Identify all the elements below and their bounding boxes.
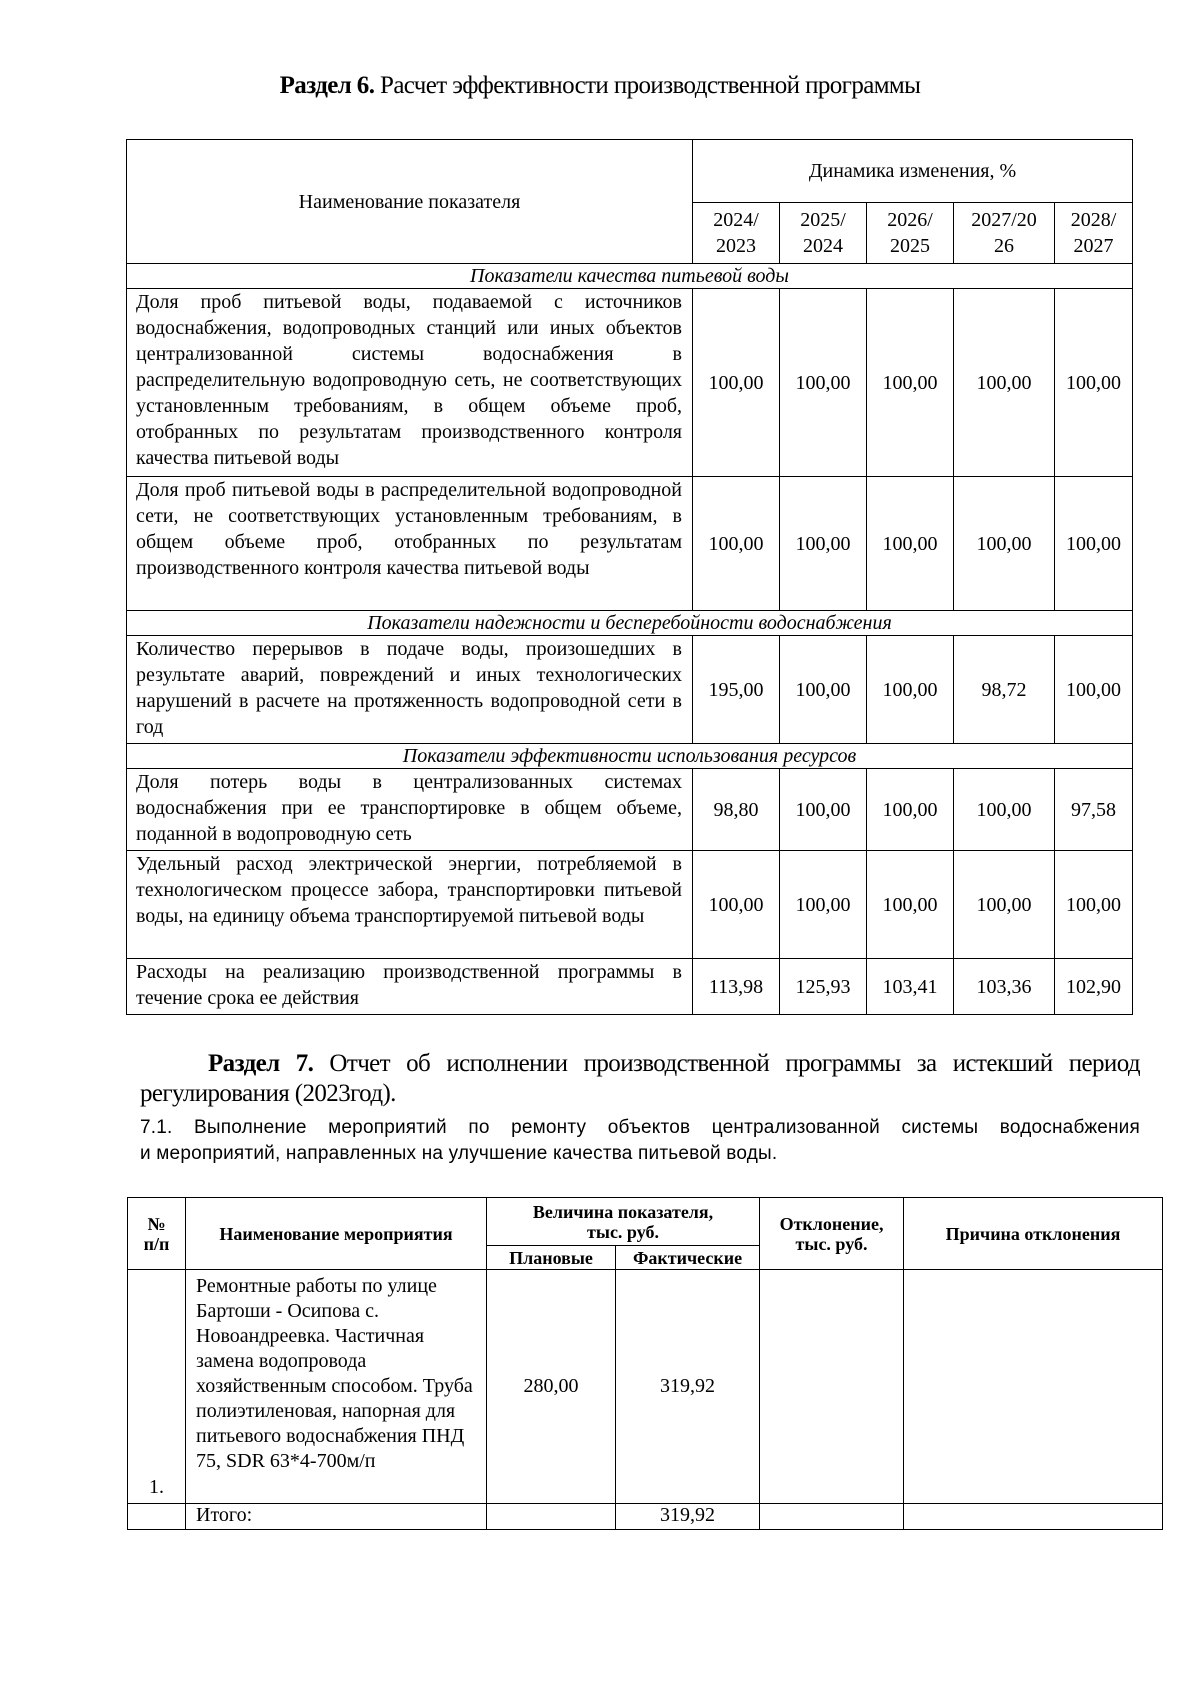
indicator-value: 103,36 [954,959,1055,1015]
total-actual: 319,92 [616,1504,760,1530]
total-label: Итого: [186,1504,487,1530]
efficiency-table [126,139,1133,1015]
total-reason [904,1504,1163,1530]
subsection-7-1-line2: и мероприятий, направленных на улучшение качества питьевой воды. [140,1143,778,1164]
table-row [128,1270,1163,1504]
deviation-reason [904,1270,1163,1504]
actual-value: 319,92 [616,1270,760,1504]
table-row [127,289,1133,477]
table-row [127,636,1133,744]
group-title: Показатели надежности и бесперебойности водоснабжения [127,611,1133,636]
indicator-name: Количество перерывов в подаче воды, произошедших в результате аварий, повреждений и иных технологических нарушений в расчете на протяженность водопроводной сети в год [127,636,693,744]
indicator-value: 103,41 [867,959,954,1015]
section6-title-bold: Раздел 6. [279,72,375,99]
indicator-value: 100,00 [1055,851,1133,959]
indicator-name: Доля потерь воды в централизованных системах водоснабжения при ее транспортировке в общем объеме, поданной в водопроводную сеть [127,769,693,851]
year-header: 2024/ 2023 [693,203,780,264]
indicator-value: 98,80 [693,769,780,851]
table-row [127,769,1133,851]
num-header: № п/п [128,1198,186,1270]
activity-name-header: Наименование мероприятия [186,1198,487,1270]
indicator-name: Доля проб питьевой воды, подаваемой с источников водоснабжения, водопроводных станций или иных объектов централизованной системы водоснабжения в распределительную водопроводную сеть, не соответствующих установленным требованиям, в общем объеме проб, отобранных по результатам производственного контроля качества питьевой воды [127,289,693,477]
total-num-cell [128,1504,186,1530]
indicator-name: Доля проб питьевой воды в распределительной водопроводной сети, не соответствующих установленным требованиям, в общем объеме проб, отобранных по результатам производственного контроля качества питьевой воды [127,477,693,611]
indicator-value: 100,00 [954,851,1055,959]
indicator-value: 100,00 [867,477,954,611]
indicator-value: 100,00 [954,477,1055,611]
dynamics-header: Динамика изменения, % [693,140,1133,203]
activity-name: Ремонтные работы по улице Бартоши - Осипова с. Новоандреевка. Частичная замена водопровода хозяйственным способом. Труба полиэтиленовая, напорная для питьевого водоснабжения ПНД 75, SDR 63*4-700м/п [186,1270,487,1504]
indicator-value: 98,72 [954,636,1055,744]
indicator-value: 100,00 [780,289,867,477]
indicator-value: 113,98 [693,959,780,1015]
indicator-value: 97,58 [1055,769,1133,851]
indicator-value: 100,00 [867,769,954,851]
planned-header: Плановые [487,1246,616,1270]
program-report-table [127,1197,1163,1530]
table-row [127,477,1133,611]
section6-title [0,72,1200,100]
indicator-value: 100,00 [780,851,867,959]
indicator-value: 102,90 [1055,959,1133,1015]
planned-value: 280,00 [487,1270,616,1504]
indicator-value: 100,00 [693,477,780,611]
year-header: 2028/ 2027 [1055,203,1133,264]
deviation-value [760,1270,904,1504]
group-title: Показатели эффективности использования ресурсов [127,744,1133,769]
indicator-value: 100,00 [780,636,867,744]
indicator-value: 100,00 [867,851,954,959]
table-row [127,959,1133,1015]
indicator-value: 100,00 [867,289,954,477]
indicator-name: Расходы на реализацию производственной программы в течение срока ее действия [127,959,693,1015]
indicator-value: 100,00 [1055,477,1133,611]
year-header: 2027/20 26 [954,203,1055,264]
section6-title-text: Расчет эффективности производственной программы [374,72,921,99]
indicator-value: 100,00 [693,851,780,959]
indicator-value: 195,00 [693,636,780,744]
section7-title-bold: Раздел 7. [208,1050,314,1077]
indicator-value: 100,00 [1055,636,1133,744]
indicator-name: Удельный расход электрической энергии, потребляемой в технологическом процессе забора, транспортировки питьевой воды, на единицу объема транспортируемой питьевой воды [127,851,693,959]
row-number: 1. [128,1270,186,1504]
year-header: 2025/ 2024 [780,203,867,264]
section7-title [140,1049,1140,1109]
total-planned [487,1504,616,1530]
section7-title-line1 [140,1049,1140,1079]
subsection-7-1-text [140,1115,1140,1167]
group-title: Показатели качества питьевой воды [127,264,1133,289]
indicator-name-header: Наименование показателя [127,140,693,264]
indicator-value: 100,00 [693,289,780,477]
indicator-value: 100,00 [954,769,1055,851]
total-row [128,1504,1163,1530]
indicator-value: 100,00 [954,289,1055,477]
section7-title-text: Отчет об исполнении производственной программы за истекший период [313,1050,1140,1077]
indicator-value: 100,00 [867,636,954,744]
section7-title-line2: регулирования (2023год). [140,1080,396,1107]
deviation-reason-header: Причина отклонения [904,1198,1163,1270]
table-row [127,851,1133,959]
deviation-header: Отклонение, тыс. руб. [760,1198,904,1270]
value-header: Величина показателя, тыс. руб. [487,1198,760,1246]
indicator-value: 100,00 [780,769,867,851]
year-header: 2026/ 2025 [867,203,954,264]
indicator-value: 100,00 [780,477,867,611]
subsection-7-1-line1: 7.1. Выполнение мероприятий по ремонту объектов централизованной системы водоснабжения [140,1117,1140,1138]
indicator-value: 100,00 [1055,289,1133,477]
actual-header: Фактические [616,1246,760,1270]
total-deviation [760,1504,904,1530]
indicator-value: 125,93 [780,959,867,1015]
